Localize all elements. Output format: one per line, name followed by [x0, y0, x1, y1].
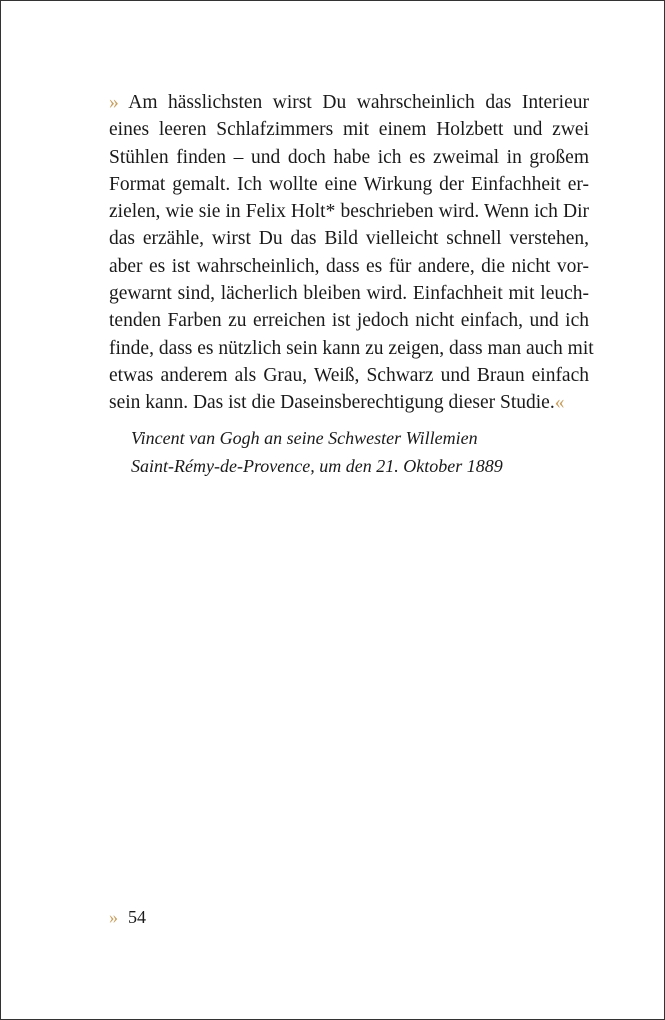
quote-line: etwas anderem als Grau, Weiß, Schwarz und Braun einfach — [109, 364, 589, 386]
page-number: 54 — [128, 907, 146, 927]
quote-line: das erzähle, wirst Du das Bild vielleicht schnell verstehen, — [109, 228, 589, 250]
page-folio — [109, 907, 146, 928]
quote-line: finde, dass es nützlich sein kann zu zeigen, dass man auch mit — [109, 337, 594, 359]
quote-line: zielen, wie sie in Felix Holt* beschrieben wird. Wenn ich Dir — [109, 201, 589, 223]
quote-line: aber es ist wahrscheinlich, dass es für andere, die nicht vor- — [109, 255, 589, 277]
folio-guillemet-icon: » — [109, 907, 118, 927]
quote-line: Stühlen finden – und doch habe ich es zweimal in großem — [109, 146, 589, 168]
open-guillemet: » — [109, 92, 119, 113]
close-guillemet: « — [554, 392, 565, 414]
quote-line: sein kann. Das ist die Daseinsberechtigung dieser Studie.« — [109, 392, 565, 414]
quote-line: Format gemalt. Ich wollte eine Wirkung der Einfachheit er- — [109, 173, 589, 195]
attribution-place-date: Saint-Rémy-de-Provence, um den 21. Oktober 1889 — [131, 456, 503, 476]
quote-body — [109, 89, 594, 417]
quote-line: gewarnt sind, lächerlich bleiben wird. Einfachheit mit leuch- — [109, 283, 589, 305]
attribution-author: Vincent van Gogh an seine Schwester Willemien — [131, 428, 478, 448]
quote-line: tenden Farben zu erreichen ist jedoch nicht einfach, und ich — [109, 310, 589, 332]
quote-line: » Am hässlichsten wirst Du wahrscheinlich das Interieur — [109, 92, 589, 113]
quote-line: eines leeren Schlafzimmers mit einem Holzbett und zwei — [109, 119, 589, 141]
attribution — [131, 424, 503, 480]
